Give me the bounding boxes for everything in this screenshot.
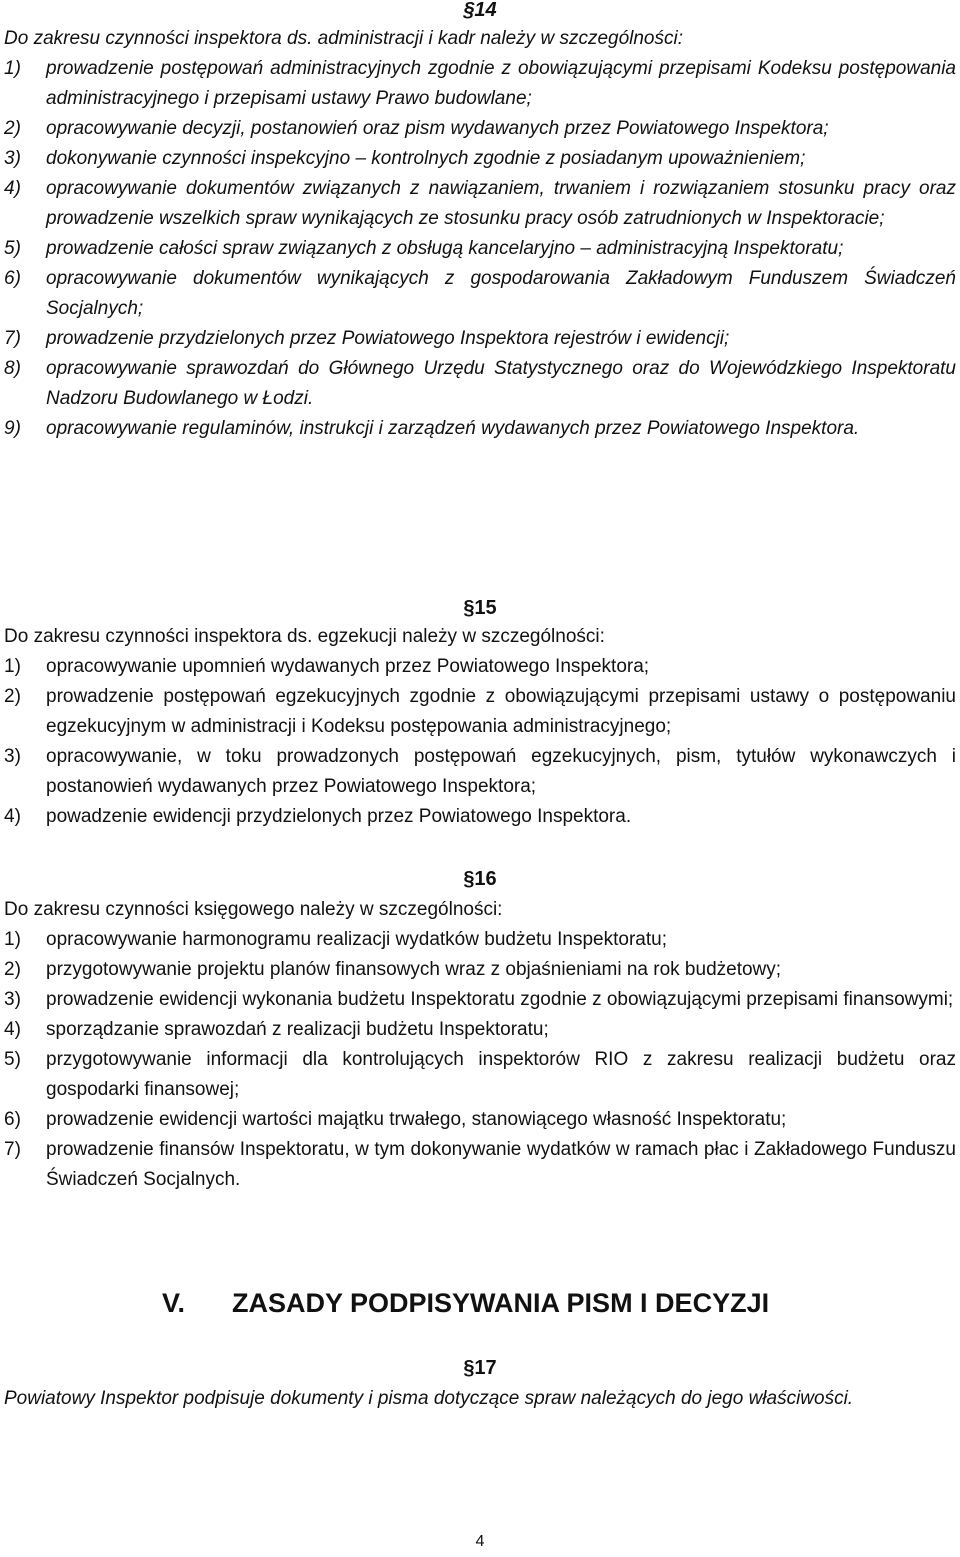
section-heading-14: §14 xyxy=(463,0,497,21)
item-text: prowadzenie finansów Inspektoratu, w tym dokonywanie wydatków w ramach płac i Zakładowego Funduszu Świadczeń Socjalnych. xyxy=(46,1139,956,1190)
section-16-list xyxy=(4,925,956,1195)
list-item xyxy=(4,1105,956,1135)
list-item xyxy=(4,1135,956,1195)
list-item xyxy=(4,682,956,742)
item-text: opracowywanie harmonogramu realizacji wydatków budżetu Inspektoratu; xyxy=(46,929,667,950)
item-number: 8) xyxy=(4,358,21,379)
item-number: 7) xyxy=(4,328,21,349)
list-item xyxy=(4,985,956,1015)
list-item xyxy=(4,1015,956,1045)
item-number: 3) xyxy=(4,746,21,767)
list-item xyxy=(4,1045,956,1105)
item-text: opracowywanie decyzji, postanowień oraz pism wydawanych przez Powiatowego Inspektora; xyxy=(46,118,829,139)
item-number: 1) xyxy=(4,656,21,677)
item-number: 1) xyxy=(4,58,21,79)
item-number: 4) xyxy=(4,178,21,199)
item-number: 4) xyxy=(4,1019,21,1040)
item-text: sporządzanie sprawozdań z realizacji budżetu Inspektoratu; xyxy=(46,1019,549,1040)
section-heading-16: §16 xyxy=(463,868,497,890)
item-text: prowadzenie postępowań egzekucyjnych zgodnie z obowiązującymi przepisami ustawy o postępowaniu egzekucyjnym w administracji i Kodeksu postępowania administracyjnego; xyxy=(46,686,956,737)
item-text: prowadzenie przydzielonych przez Powiatowego Inspektora rejestrów i ewidencji; xyxy=(46,328,730,349)
chapter-title: ZASADY PODPISYWANIA PISM I DECYZJI xyxy=(232,1288,770,1318)
section-14-intro: Do zakresu czynności inspektora ds. administracji i kadr należy w szczególności: xyxy=(4,28,683,49)
section-14 xyxy=(4,24,956,444)
item-number: 6) xyxy=(4,1109,21,1130)
list-item xyxy=(4,324,956,354)
section-15-list xyxy=(4,652,956,832)
item-text: prowadzenie postępowań administracyjnych zgodnie z obowiązującymi przepisami Kodeksu postępowania administracyjnego i przepisami ustawy Prawo budowlane; xyxy=(46,58,956,109)
list-item xyxy=(4,144,956,174)
chapter-heading xyxy=(162,1286,769,1320)
section-14-list xyxy=(4,54,956,444)
list-item xyxy=(4,114,956,144)
item-text: opracowywanie dokumentów związanych z nawiązaniem, trwaniem i rozwiązaniem stosunku pracy oraz prowadzenie wszelkich spraw wynikających ze stosunku pracy osób zatrudnionych w Inspektoracie; xyxy=(46,178,956,229)
item-number: 5) xyxy=(4,238,21,259)
item-number: 5) xyxy=(4,1049,21,1070)
item-number: 2) xyxy=(4,118,21,139)
list-item xyxy=(4,54,956,114)
list-item xyxy=(4,802,956,832)
section-15 xyxy=(4,622,956,832)
item-text: opracowywanie upomnień wydawanych przez Powiatowego Inspektora; xyxy=(46,656,650,677)
list-item xyxy=(4,264,956,324)
item-text: prowadzenie ewidencji wartości majątku trwałego, stanowiącego własność Inspektoratu; xyxy=(46,1109,787,1130)
section-heading-15: §15 xyxy=(463,597,497,619)
item-number: 3) xyxy=(4,148,21,169)
item-text: przygotowywanie projektu planów finansowych wraz z objaśnieniami na rok budżetowy; xyxy=(46,959,782,980)
item-text: dokonywanie czynności inspekcyjno – kontrolnych zgodnie z posiadanym upoważnieniem; xyxy=(46,148,806,169)
item-number: 2) xyxy=(4,959,21,980)
item-text: prowadzenie ewidencji wykonania budżetu Inspektoratu zgodnie z obowiązującymi przepisami finansowymi; xyxy=(46,989,954,1010)
item-text: opracowywanie dokumentów wynikających z gospodarowania Zakładowym Funduszem Świadczeń Socjalnych; xyxy=(46,268,956,319)
section-heading-17: §17 xyxy=(463,1357,497,1379)
chapter-number: V. xyxy=(162,1288,186,1318)
list-item xyxy=(4,234,956,264)
item-number: 2) xyxy=(4,686,21,707)
section-16 xyxy=(4,895,956,1195)
list-item xyxy=(4,652,956,682)
item-number: 3) xyxy=(4,989,21,1010)
section-15-intro: Do zakresu czynności inspektora ds. egzekucji należy w szczególności: xyxy=(4,626,605,647)
item-number: 7) xyxy=(4,1139,21,1160)
item-number: 9) xyxy=(4,418,21,439)
section-16-intro: Do zakresu czynności księgowego należy w szczególności: xyxy=(4,899,503,920)
list-item xyxy=(4,925,956,955)
list-item xyxy=(4,354,956,414)
item-text: powadzenie ewidencji przydzielonych przez Powiatowego Inspektora. xyxy=(46,806,632,827)
list-item xyxy=(4,414,956,444)
list-item xyxy=(4,174,956,234)
item-number: 6) xyxy=(4,268,21,289)
item-text: opracowywanie, w toku prowadzonych postępowań egzekucyjnych, pism, tytułów wykonawczych i postanowień wydawanych przez Powiatowego Inspektora; xyxy=(46,746,956,797)
section-17-text: Powiatowy Inspektor podpisuje dokumenty i pisma dotyczące spraw należących do jego właściwości. xyxy=(4,1388,854,1409)
item-number: 1) xyxy=(4,929,21,950)
item-text: opracowywanie regulaminów, instrukcji i zarządzeń wydawanych przez Powiatowego Inspektora. xyxy=(46,418,860,439)
section-17 xyxy=(4,1384,956,1414)
page-number: 4 xyxy=(475,1533,485,1550)
list-item xyxy=(4,955,956,985)
item-text: opracowywanie sprawozdań do Głównego Urzędu Statystycznego oraz do Wojewódzkiego Inspektoratu Nadzoru Budowlanego w Łodzi. xyxy=(46,358,956,409)
item-number: 4) xyxy=(4,806,21,827)
list-item xyxy=(4,742,956,802)
item-text: przygotowywanie informacji dla kontrolujących inspektorów RIO z zakresu realizacji budżetu oraz gospodarki finansowej; xyxy=(46,1049,956,1100)
item-text: prowadzenie całości spraw związanych z obsługą kancelaryjno – administracyjną Inspektoratu; xyxy=(46,238,844,259)
